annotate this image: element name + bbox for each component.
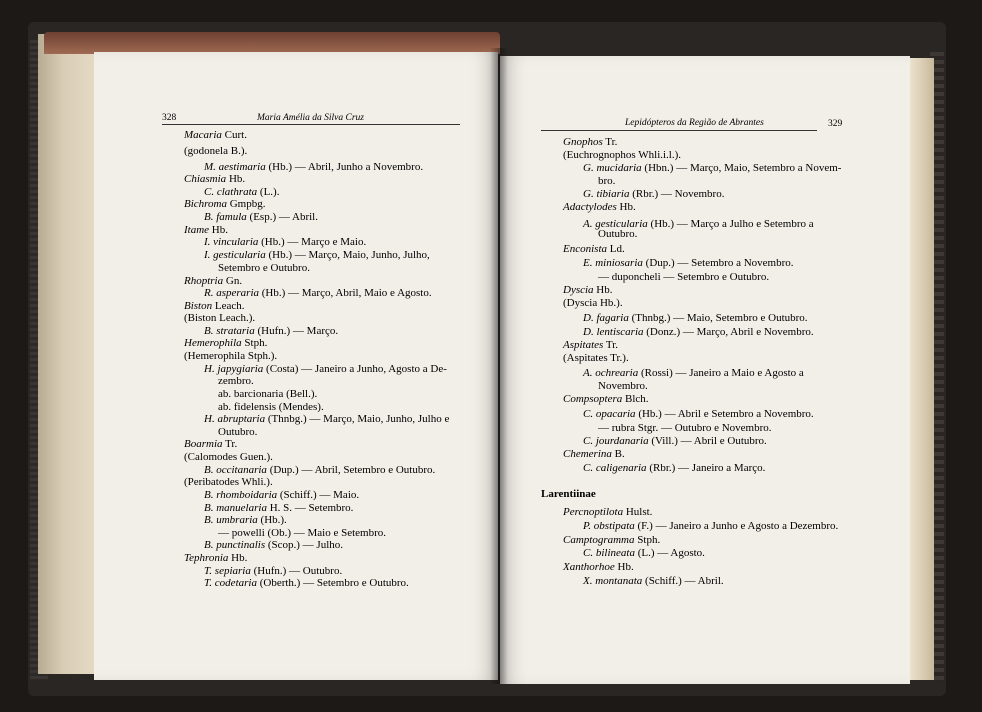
taxon-name: G. tibiaria bbox=[583, 188, 630, 200]
text-run: (Hemerophila Stph.). bbox=[184, 350, 278, 362]
text-run: (Vill.) — Abril e Outubro. bbox=[648, 435, 767, 447]
taxon-name: B. strataria bbox=[204, 325, 255, 337]
text-run: Curt. bbox=[221, 129, 247, 141]
text-line bbox=[583, 547, 705, 560]
taxon-name: Macaria bbox=[184, 129, 222, 141]
text-run: Hb. bbox=[226, 173, 246, 185]
left-header-rule bbox=[162, 124, 460, 125]
text-line bbox=[563, 393, 649, 406]
text-run: (Schiff.) — Abril. bbox=[642, 575, 724, 587]
taxon-name: A. ochrearia bbox=[583, 367, 639, 379]
text-line bbox=[598, 422, 772, 435]
text-line bbox=[583, 435, 767, 448]
taxon-name: Xanthorhoe bbox=[563, 561, 615, 573]
taxon-name: Tephronia bbox=[184, 552, 229, 564]
text-run: ab. barcionaria (Bell.). bbox=[218, 388, 318, 400]
text-run: Ld. bbox=[607, 243, 625, 255]
text-line bbox=[598, 175, 615, 188]
text-line bbox=[204, 577, 409, 590]
text-line bbox=[583, 575, 724, 588]
taxon-name: C. opacaria bbox=[583, 408, 636, 420]
text-line bbox=[583, 188, 724, 201]
text-run: (Thnbg.) — Março, Maio, Junho, Julho e bbox=[265, 413, 450, 425]
text-run: Tr. bbox=[603, 339, 619, 351]
taxon-name: B. manuelaria bbox=[204, 502, 267, 514]
text-run: (Hb.) — Março, Maio, Junho, Julho, bbox=[265, 249, 430, 261]
taxon-name: Dyscia bbox=[563, 284, 594, 296]
text-run: (Hb.) — Abril e Setembro a Novembro. bbox=[635, 408, 814, 420]
taxon-name: C. caligenaria bbox=[583, 462, 647, 474]
taxon-name: A. gesticularia bbox=[583, 218, 648, 230]
text-line bbox=[563, 284, 613, 297]
taxon-name: E. miniosaria bbox=[583, 257, 643, 269]
text-run: (Biston Leach.). bbox=[184, 312, 256, 324]
text-line bbox=[184, 312, 255, 325]
text-line bbox=[598, 228, 637, 241]
text-run: (Hb.) — Março, Abril, Maio e Agosto. bbox=[259, 287, 432, 299]
taxon-name: Percnoptilota bbox=[563, 506, 624, 518]
text-run: B. bbox=[611, 448, 625, 460]
taxon-name: Boarmia bbox=[184, 438, 223, 450]
text-run: Tr. bbox=[222, 438, 238, 450]
text-run: (Hufn.) — Outubro. bbox=[250, 565, 343, 577]
text-run: H. S. — Setembro. bbox=[266, 502, 354, 514]
taxon-name: Aspitates bbox=[563, 339, 604, 351]
text-line bbox=[204, 249, 430, 262]
text-line bbox=[563, 534, 660, 547]
taxon-name: M. aestimaria bbox=[204, 161, 266, 173]
text-run: Tr. bbox=[602, 136, 618, 148]
taxon-name: Chemerina bbox=[563, 448, 612, 460]
text-run: — powelli (Ob.) — Maio e Setembro. bbox=[218, 527, 387, 539]
taxon-name: Gnophos bbox=[563, 136, 603, 148]
text-run: Hb. bbox=[593, 284, 613, 296]
text-line bbox=[563, 243, 625, 256]
text-run: Hb. bbox=[228, 552, 248, 564]
text-line bbox=[218, 375, 254, 388]
taxon-name: R. asperaria bbox=[204, 287, 259, 299]
text-line bbox=[204, 413, 449, 426]
text-line bbox=[184, 552, 247, 565]
text-line bbox=[184, 451, 273, 464]
text-line bbox=[583, 162, 841, 175]
text-run: (Rossi) — Janeiro a Maio e Agosto a bbox=[638, 367, 804, 379]
text-line bbox=[583, 326, 814, 339]
text-run: (Dyscia Hb.). bbox=[563, 297, 623, 309]
text-run: (godonela B.). bbox=[184, 145, 248, 157]
text-line bbox=[598, 271, 769, 284]
text-line bbox=[184, 350, 277, 363]
top-page-edges bbox=[44, 32, 500, 54]
text-run: (Hbn.) — Março, Maio, Setembro a Novem- bbox=[641, 162, 842, 174]
taxon-name: Compsoptera bbox=[563, 393, 623, 405]
text-run: Hb. bbox=[616, 201, 636, 213]
taxon-name: C. clathrata bbox=[204, 186, 258, 198]
taxon-name: I. vincularia bbox=[204, 236, 259, 248]
right-running-head: Lepidópteros da Região de Abrantes bbox=[625, 118, 764, 128]
text-line bbox=[184, 173, 245, 186]
text-line bbox=[583, 312, 808, 325]
text-line bbox=[583, 462, 765, 475]
text-run: Hulst. bbox=[623, 506, 653, 518]
text-line bbox=[563, 561, 634, 574]
taxon-name: Biston bbox=[184, 300, 213, 312]
text-run: Hb. bbox=[614, 561, 634, 573]
taxon-name: Rhoptria bbox=[184, 275, 224, 287]
text-run: Stph. bbox=[634, 534, 661, 546]
text-line bbox=[563, 339, 618, 352]
text-run: Setembro e Outubro. bbox=[218, 262, 310, 274]
taxon-name: C. bilineata bbox=[583, 547, 635, 559]
text-run: (Donz.) — Março, Abril e Novembro. bbox=[643, 326, 814, 338]
text-run: (Hb.) — Março a Julho e Setembro a bbox=[647, 218, 814, 230]
text-run: (Schiff.) — Maio. bbox=[277, 489, 360, 501]
text-run: (Peribatodes Whli.). bbox=[184, 476, 273, 488]
text-run: (Scop.) — Julho. bbox=[265, 539, 344, 551]
text-run: (F.) — Janeiro a Junho e Agosto a Dezembro. bbox=[634, 520, 839, 532]
taxon-name: I. gesticularia bbox=[204, 249, 266, 261]
text-run: — rubra Stgr. — Outubro e Novembro. bbox=[598, 422, 772, 434]
text-line bbox=[184, 198, 265, 211]
text-run: (Dup.) — Setembro a Novembro. bbox=[642, 257, 794, 269]
taxon-name: D. fagaria bbox=[583, 312, 629, 324]
text-run: (Calomodes Guen.). bbox=[184, 451, 273, 463]
text-line bbox=[583, 257, 794, 270]
text-line bbox=[184, 337, 267, 350]
text-run: (L.). bbox=[257, 186, 280, 198]
text-line bbox=[204, 287, 432, 300]
taxon-name: C. jourdanaria bbox=[583, 435, 649, 447]
book-gutter bbox=[490, 48, 508, 684]
text-line bbox=[598, 380, 648, 393]
text-line bbox=[204, 489, 359, 502]
text-line bbox=[204, 539, 343, 552]
text-run: (Aspitates Tr.). bbox=[563, 352, 629, 364]
right-page-number: 329 bbox=[828, 119, 843, 129]
text-line bbox=[184, 438, 237, 451]
text-run: ab. fidelensis (Mendes). bbox=[218, 401, 324, 413]
page-block-right bbox=[908, 58, 934, 680]
taxon-name: G. mucidaria bbox=[583, 162, 642, 174]
taxon-name: X. montanata bbox=[583, 575, 643, 587]
taxon-name: T. codetaria bbox=[204, 577, 257, 589]
text-run: Gn. bbox=[223, 275, 243, 287]
taxon-name: B. rhomboidaria bbox=[204, 489, 278, 501]
taxon-name: Hemerophila bbox=[184, 337, 242, 349]
text-run: Stph. bbox=[241, 337, 268, 349]
taxon-name: Chiasmia bbox=[184, 173, 227, 185]
text-run: (Esp.) — Abril. bbox=[246, 211, 318, 223]
left-page-number: 328 bbox=[162, 113, 177, 123]
text-run: (Euchrognophos Whli.i.l.). bbox=[563, 149, 682, 161]
text-run: Gmpbg. bbox=[226, 198, 266, 210]
taxon-name: B. occitanaria bbox=[204, 464, 267, 476]
text-line bbox=[563, 297, 623, 310]
text-run: (Dup.) — Abril, Setembro e Outubro. bbox=[266, 464, 436, 476]
text-line bbox=[204, 514, 287, 527]
text-run: (Rbr.) — Janeiro a Março. bbox=[646, 462, 766, 474]
text-run: Outubro. bbox=[598, 228, 638, 240]
taxon-name: H. japygiaria bbox=[204, 363, 264, 375]
text-line bbox=[583, 367, 804, 380]
taxon-name: P. obstipata bbox=[583, 520, 635, 532]
text-run: (Costa) — Janeiro a Junho, Agosto a De- bbox=[263, 363, 447, 375]
text-line bbox=[184, 145, 247, 158]
text-line bbox=[583, 408, 814, 421]
text-run: (Thnbg.) — Maio, Setembro e Outubro. bbox=[628, 312, 808, 324]
text-run: bro. bbox=[598, 175, 616, 187]
text-run: Outubro. bbox=[218, 426, 258, 438]
page-block-left bbox=[38, 34, 100, 674]
taxon-name: Adactylodes bbox=[563, 201, 617, 213]
text-line bbox=[563, 149, 681, 162]
text-line bbox=[204, 211, 318, 224]
taxon-name: T. sepiaria bbox=[204, 565, 251, 577]
taxon-name: D. lentiscaria bbox=[583, 326, 644, 338]
text-run: (L.) — Agosto. bbox=[634, 547, 705, 559]
taxon-name: H. abruptaria bbox=[204, 413, 266, 425]
text-run: zembro. bbox=[218, 375, 254, 387]
text-run: Novembro. bbox=[598, 380, 648, 392]
text-run: Leach. bbox=[212, 300, 245, 312]
text-run: Blch. bbox=[622, 393, 649, 405]
text-line bbox=[563, 352, 629, 365]
text-run: (Hufn.) — Março. bbox=[254, 325, 339, 337]
taxon-name: B. umbraria bbox=[204, 514, 258, 526]
taxon-name: B. punctinalis bbox=[204, 539, 266, 551]
text-line bbox=[218, 388, 317, 401]
taxon-name: B. famula bbox=[204, 211, 247, 223]
text-line bbox=[184, 129, 247, 142]
text-line bbox=[184, 476, 273, 489]
text-line bbox=[563, 448, 625, 461]
right-header-rule bbox=[541, 130, 817, 131]
text-run: Hb. bbox=[209, 224, 228, 236]
taxon-name: Camptogramma bbox=[563, 534, 635, 546]
text-run: (Hb.). bbox=[257, 514, 287, 526]
text-run: — duponcheli — Setembro e Outubro. bbox=[598, 271, 770, 283]
text-run: (Hb.) — Março e Maio. bbox=[258, 236, 367, 248]
text-line bbox=[563, 201, 636, 214]
text-line bbox=[218, 262, 310, 275]
text-run: Larentiinae bbox=[541, 488, 596, 500]
text-run: (Rbr.) — Novembro. bbox=[629, 188, 725, 200]
text-line bbox=[583, 520, 838, 533]
taxon-name: Enconista bbox=[563, 243, 607, 255]
taxon-name: Itame bbox=[184, 224, 210, 236]
text-line bbox=[563, 136, 617, 149]
text-line bbox=[541, 488, 596, 501]
text-line bbox=[563, 506, 652, 519]
text-line bbox=[204, 236, 366, 249]
left-running-head: Maria Amélia da Silva Cruz bbox=[257, 113, 364, 123]
text-run: (Hb.) — Abril, Junho a Novembro. bbox=[265, 161, 424, 173]
text-run: (Oberth.) — Setembro e Outubro. bbox=[256, 577, 409, 589]
taxon-name: Bichroma bbox=[184, 198, 227, 210]
